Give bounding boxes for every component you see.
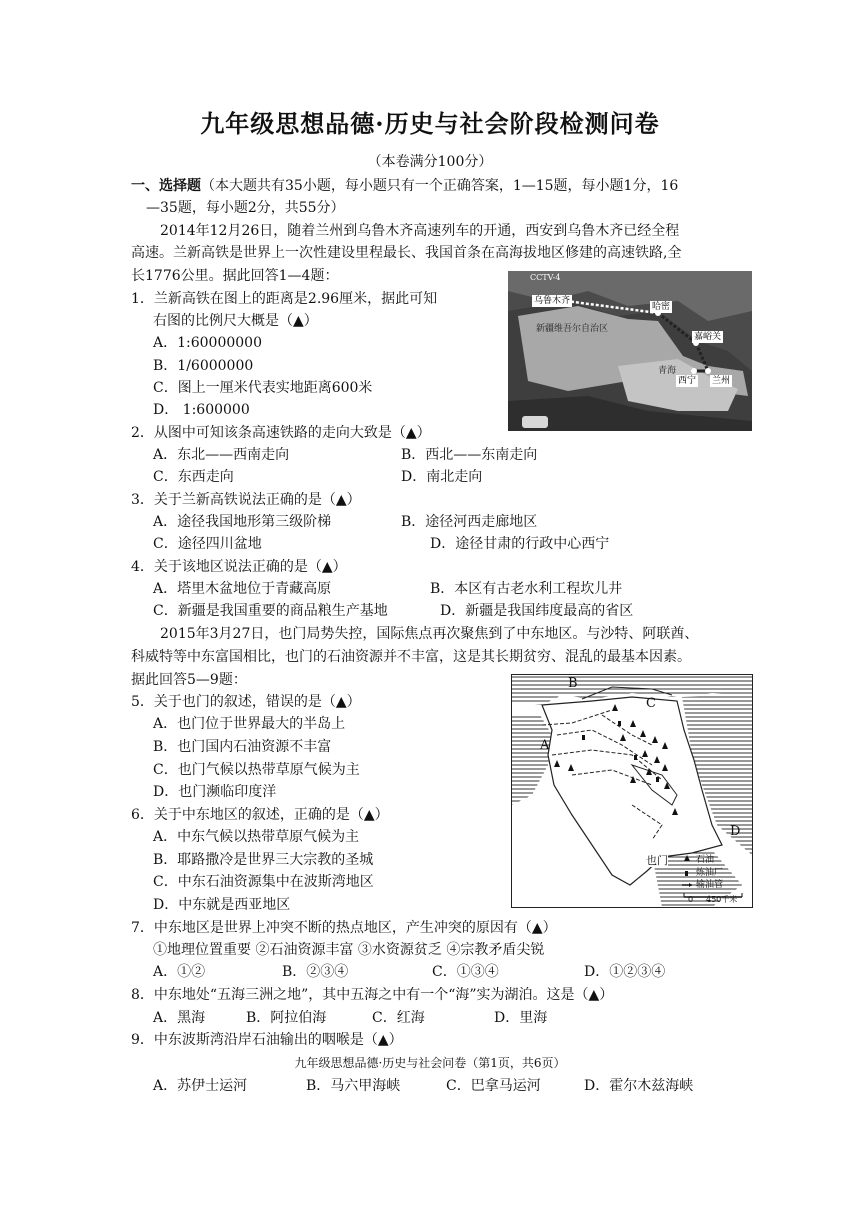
passage1-line2: 高速。兰新高铁是世界上一次性建设里程最长、我国首条在高海拔地区修建的高速铁路,全 [131,245,682,261]
q8-option-a: A．黑海 [153,1010,206,1026]
q1-option-d: D． 1:600000 [153,402,250,418]
section-heading-line [131,176,678,196]
page-footer: 九年级思想品德·历史与社会问卷（第1页，共6页） [294,1056,566,1070]
q6-stem: 6．关于中东地区的叙述，正确的是（▲） [131,807,389,823]
q2-option-a: A．东北——西南走向 [153,447,290,463]
map-label-b: B [568,676,578,691]
q3-option-c: C．途径四川盆地 [153,536,262,552]
q9-option-b: B．马六甲海峡 [306,1078,401,1094]
q9-option-d: D．霍尔木兹海峡 [584,1078,694,1094]
q1-stem-1: 1．兰新高铁在图上的距离是2.96厘米，据此可知 [131,291,438,307]
q7-items: ①地理位置重要 ②石油资源丰富 ③水资源贫乏 ④宗教矛盾尖锐 [153,942,545,958]
q9-stem: 9．中东波斯湾沿岸石油输出的咽喉是（▲） [131,1032,403,1048]
q3-option-d: D．途径甘肃的行政中心西宁 [430,536,610,552]
q1-stem-2: 右图的比例尺大概是（▲） [153,313,318,329]
q4-option-a: A．塔里木盆地位于青藏高原 [153,581,332,597]
middle-east-map [511,674,753,908]
q5-option-b: B．也门国内石油资源不丰富 [153,739,332,755]
q7-option-d: D．①②③④ [584,964,666,980]
q2-stem: 2．从图中可知该条高速铁路的走向大致是（▲） [131,425,431,441]
q6-option-c: C．中东石油资源集中在波斯湾地区 [153,874,374,890]
q7-option-c: C．①③④ [432,964,499,980]
q2-option-c: C．东西走向 [153,469,234,485]
section-instruction-1: （本大题共有35小题，每小题只有一个正确答案，1—15题，每小题1分，16 [201,178,679,194]
q4-option-b: B．本区有古老水利工程坎儿井 [430,581,623,597]
q2-option-b: B．西北——东南走向 [401,447,538,463]
map-label-urumqi: 乌鲁木齐 [534,296,571,306]
q5-stem: 5．关于也门的叙述，错误的是（▲） [131,694,361,710]
q5-option-d: D．也门濒临印度洋 [153,784,277,800]
legend-pipeline: 输油管 [696,880,724,890]
q4-stem: 4．关于该地区说法正确的是（▲） [131,559,347,575]
map-label-qinghai: 青海 [658,366,677,376]
q7-stem: 7．中东地区是世界上冲突不断的热点地区，产生冲突的原因有（▲） [131,920,557,936]
passage1-line1: 2014年12月26日，随着兰州到乌鲁木齐高速列车的开通，西安到乌鲁木齐已经全程 [160,223,680,239]
q2-option-d: D．南北走向 [401,469,483,485]
q6-option-a: A．中东气候以热带草原气候为主 [153,829,360,845]
map-label-d: D [730,824,741,839]
passage2-line1: 2015年3月27日，也门局势失控，国际焦点再次聚焦到了中东地区。与沙特、阿联酋、 [160,626,699,642]
legend-refinery: 炼油厂 [696,868,724,878]
q6-option-b: B．耶路撒冷是世界三大宗教的圣城 [153,852,374,868]
q7-option-a: A．①② [153,964,206,980]
passage1-line3: 长1776公里。据此回答1—4题： [131,268,339,284]
map-label-c: C [646,696,656,711]
q5-option-a: A．也门位于世界最大的半岛上 [153,716,346,732]
section-heading: 一、选择题 [131,178,201,194]
q1-option-a: A．1:60000000 [153,335,262,351]
page-subtitle: （本卷满分100分） [367,154,493,170]
map-label-a: A [540,738,550,753]
q3-option-a: A．途径我国地形第三级阶梯 [153,514,332,530]
passage2-line3: 据此回答5—9题： [131,672,247,688]
map-label-yemen: 也门 [646,854,668,867]
q9-option-a: A．苏伊士运河 [153,1078,248,1094]
scale-label: 450千米 [706,895,738,904]
map-label-xining: 西宁 [678,376,697,386]
q8-option-b: B．阿拉伯海 [246,1010,327,1026]
q6-option-d: D．中东就是西亚地区 [153,897,291,913]
q7-option-b: B．②③④ [282,964,349,980]
page-title: 九年级思想品德·历史与社会阶段检测问卷 [200,109,660,138]
q9-option-c: C．巴拿马运河 [446,1078,541,1094]
q4-option-d: D．新疆是我国纬度最高的省区 [440,603,634,619]
map-label-jiayuguan: 嘉峪关 [694,332,722,342]
section-instruction-2: —35题，每小题2分，共55分） [146,200,345,216]
q8-option-c: C．红海 [372,1010,425,1026]
map-label-lanzhou: 兰州 [712,376,731,386]
q4-option-c: C．新疆是我国重要的商品粮生产基地 [153,603,388,619]
legend-oil: 石油 [696,855,715,865]
q8-option-d: D．里海 [494,1010,548,1026]
q1-option-c: C．图上一厘米代表实地距离600米 [153,380,373,396]
scale-zero: 0 [688,895,694,904]
q8-stem: 8．中东地处“五海三洲之地”，其中五海之中有一个“海”实为湖泊。这是（▲） [131,987,614,1003]
railway-map [508,271,752,431]
q5-option-c: C．也门气候以热带草原气候为主 [153,762,360,778]
q1-option-b: B．1/6000000 [153,358,254,374]
q3-option-b: B．途径河西走廊地区 [401,514,538,530]
cctv-logo: CCTV-4 [530,273,561,282]
passage2-line2: 科威特等中东富国相比，也门的石油资源并不丰富，这是其长期贫穷、混乱的最基本因素。 [131,649,691,665]
q3-stem: 3．关于兰新高铁说法正确的是（▲） [131,492,361,508]
map-label-hami: 哈密 [652,302,671,312]
map-label-xinjiang: 新疆维吾尔自治区 [536,324,609,334]
